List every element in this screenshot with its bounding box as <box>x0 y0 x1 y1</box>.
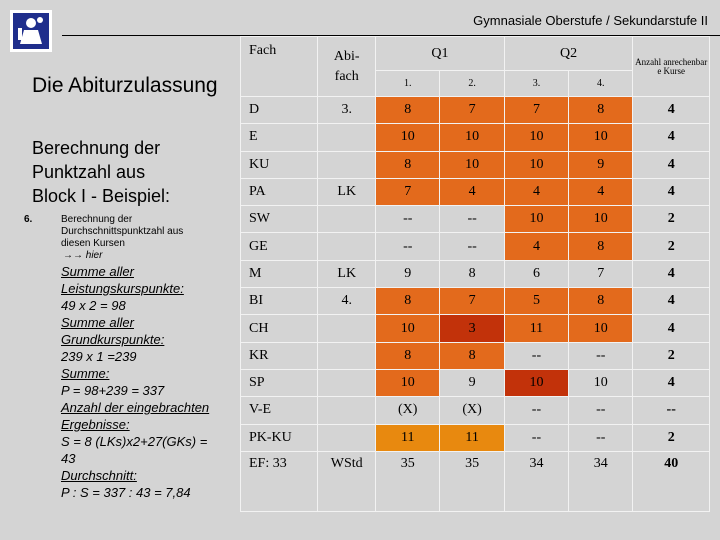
header-semester: 1. <box>376 71 440 97</box>
grade-cell: -- <box>504 397 568 424</box>
abifach-cell: 3. <box>318 97 376 124</box>
subject-cell: V-E <box>241 397 318 424</box>
grade-table <box>240 36 710 512</box>
grade-cell: 4 <box>440 178 504 205</box>
count-cell: 4 <box>633 151 710 178</box>
footer-hours-cell: 34 <box>504 451 568 511</box>
abifach-cell <box>318 315 376 342</box>
grade-cell: 10 <box>376 369 440 396</box>
grade-cell: 7 <box>440 288 504 315</box>
count-cell: 4 <box>633 369 710 396</box>
subheading <box>32 136 237 208</box>
footer-hours-cell: 35 <box>440 451 504 511</box>
calc-line: Summe aller <box>61 315 134 330</box>
grade-cell: 10 <box>504 151 568 178</box>
grade-cell: 8 <box>376 288 440 315</box>
table-row <box>241 288 710 315</box>
grade-cell: 10 <box>504 206 568 233</box>
header-semester: 3. <box>504 71 568 97</box>
grade-cell: 3 <box>440 315 504 342</box>
header-title: Gymnasiale Oberstufe / Sekundarstufe II <box>473 13 708 28</box>
count-cell: 2 <box>633 233 710 260</box>
grade-cell: 4 <box>569 178 633 205</box>
subject-cell: KU <box>241 151 318 178</box>
bullet-number: 6. <box>24 214 33 225</box>
grade-cell: 10 <box>376 315 440 342</box>
count-cell: 4 <box>633 288 710 315</box>
grade-cell: 10 <box>569 124 633 151</box>
count-cell: 4 <box>633 315 710 342</box>
grade-cell: 9 <box>569 151 633 178</box>
header-q2: Q2 <box>504 37 633 71</box>
footer-total-cell: 40 <box>633 451 710 511</box>
table-row <box>241 424 710 451</box>
calc-line: Summe: <box>61 366 110 381</box>
count-cell: 2 <box>633 342 710 369</box>
bullet-intro: Berechnung der <box>61 214 133 225</box>
calc-line: Ergebnisse: <box>61 417 130 432</box>
count-cell: 4 <box>633 124 710 151</box>
table-row <box>241 397 710 424</box>
subject-cell: BI <box>241 288 318 315</box>
abifach-cell <box>318 342 376 369</box>
abifach-cell <box>318 151 376 178</box>
table-row <box>241 369 710 396</box>
header-abifach: Abi- fach <box>318 37 376 97</box>
footer-hours-cell: 34 <box>569 451 633 511</box>
grade-cell: 10 <box>440 124 504 151</box>
grade-cell: 9 <box>376 260 440 287</box>
subject-cell: PK-KU <box>241 424 318 451</box>
grade-cell: -- <box>376 206 440 233</box>
table-row <box>241 151 710 178</box>
grade-cell: 10 <box>569 369 633 396</box>
abifach-cell <box>318 369 376 396</box>
bullet-intro: Durchschnittspunktzahl aus <box>61 226 184 237</box>
table-row <box>241 206 710 233</box>
table-row <box>241 124 710 151</box>
abifach-cell <box>318 124 376 151</box>
grade-cell: (X) <box>376 397 440 424</box>
grade-cell: 9 <box>440 369 504 396</box>
grade-cell: 10 <box>504 369 568 396</box>
grade-cell: -- <box>440 233 504 260</box>
subject-cell: KR <box>241 342 318 369</box>
subheading-line: Berechnung der <box>32 138 161 158</box>
grade-cell: 6 <box>504 260 568 287</box>
grade-cell: 11 <box>440 424 504 451</box>
subject-cell: SW <box>241 206 318 233</box>
bullet-intro: diesen Kursen <box>61 238 125 249</box>
calc-line: Summe aller <box>61 264 134 279</box>
subject-cell: PA <box>241 178 318 205</box>
grade-cell: (X) <box>440 397 504 424</box>
header-fach: Fach <box>241 37 318 97</box>
grade-cell: 10 <box>440 151 504 178</box>
count-cell: -- <box>633 397 710 424</box>
calc-line: P = 98+239 = 337 <box>61 383 165 398</box>
abifach-cell <box>318 397 376 424</box>
grade-cell: 8 <box>440 260 504 287</box>
header-q1: Q1 <box>376 37 505 71</box>
grade-cell: 4 <box>504 233 568 260</box>
subject-cell: E <box>241 124 318 151</box>
grade-cell: 10 <box>376 124 440 151</box>
table-row <box>241 97 710 124</box>
abifach-cell <box>318 233 376 260</box>
calc-line: 49 x 2 = 98 <box>61 298 126 313</box>
bullet-body <box>61 214 241 501</box>
grade-cell: -- <box>376 233 440 260</box>
grade-cell: -- <box>569 342 633 369</box>
page-title: Die Abiturzulassung <box>32 74 218 97</box>
header-semester: 2. <box>440 71 504 97</box>
grade-cell: -- <box>569 424 633 451</box>
header-anzahl: Anzahl anrechenbar e Kurse <box>633 37 710 97</box>
calc-line: Anzahl der eingebrachten <box>61 400 210 415</box>
grade-cell: 7 <box>440 97 504 124</box>
subject-cell: SP <box>241 369 318 396</box>
count-cell: 2 <box>633 424 710 451</box>
calc-line: 43 <box>61 451 76 466</box>
calc-line: S = 8 (LKs)x2+27(GKs) = <box>61 434 208 449</box>
table-row <box>241 260 710 287</box>
grade-cell: 7 <box>504 97 568 124</box>
calc-line: P : S = 337 : 43 = 7,84 <box>61 485 191 500</box>
grade-cell: 8 <box>376 342 440 369</box>
footer-wstd-cell: WStd <box>318 451 376 511</box>
count-cell: 4 <box>633 178 710 205</box>
grade-cell: 10 <box>569 206 633 233</box>
footer-ef-cell: EF: 33 <box>241 451 318 511</box>
calc-line: Leistungskurspunkte: <box>61 281 184 296</box>
grade-cell: -- <box>504 424 568 451</box>
grade-cell: 8 <box>569 288 633 315</box>
abifach-cell: LK <box>318 178 376 205</box>
grade-cell: -- <box>440 206 504 233</box>
subject-cell: GE <box>241 233 318 260</box>
table-footer-row <box>241 451 710 511</box>
footer-hours-cell: 35 <box>376 451 440 511</box>
table-row <box>241 178 710 205</box>
header-semester: 4. <box>569 71 633 97</box>
grade-cell: -- <box>569 397 633 424</box>
school-logo-icon <box>10 10 52 52</box>
grade-cell: 11 <box>376 424 440 451</box>
subheading-line: Punktzahl aus <box>32 162 146 182</box>
table-row <box>241 315 710 342</box>
calc-line: Grundkurspunkte: <box>61 332 165 347</box>
abifach-cell <box>318 424 376 451</box>
grade-cell: 8 <box>376 151 440 178</box>
count-cell: 4 <box>633 260 710 287</box>
grade-cell: 8 <box>569 233 633 260</box>
subject-cell: M <box>241 260 318 287</box>
subject-cell: D <box>241 97 318 124</box>
table-row <box>241 233 710 260</box>
calc-line: 239 x 1 =239 <box>61 349 137 364</box>
grade-cell: 4 <box>504 178 568 205</box>
table-row <box>241 342 710 369</box>
grade-cell: 7 <box>569 260 633 287</box>
count-cell: 4 <box>633 97 710 124</box>
grade-cell: 8 <box>376 97 440 124</box>
abifach-cell <box>318 206 376 233</box>
abifach-cell: LK <box>318 260 376 287</box>
grade-cell: 10 <box>569 315 633 342</box>
calculation-text <box>61 263 241 501</box>
grade-cell: 11 <box>504 315 568 342</box>
grade-cell: 7 <box>376 178 440 205</box>
grade-cell: 5 <box>504 288 568 315</box>
grade-cell: -- <box>504 342 568 369</box>
grade-cell: 8 <box>440 342 504 369</box>
count-cell: 2 <box>633 206 710 233</box>
grade-cell: 10 <box>504 124 568 151</box>
subject-cell: CH <box>241 315 318 342</box>
abifach-cell: 4. <box>318 288 376 315</box>
arrow-line: →→ hier <box>63 250 103 261</box>
subheading-line: Block I - Beispiel: <box>32 186 171 206</box>
calc-line: Durchschnitt: <box>61 468 137 483</box>
grade-cell: 8 <box>569 97 633 124</box>
